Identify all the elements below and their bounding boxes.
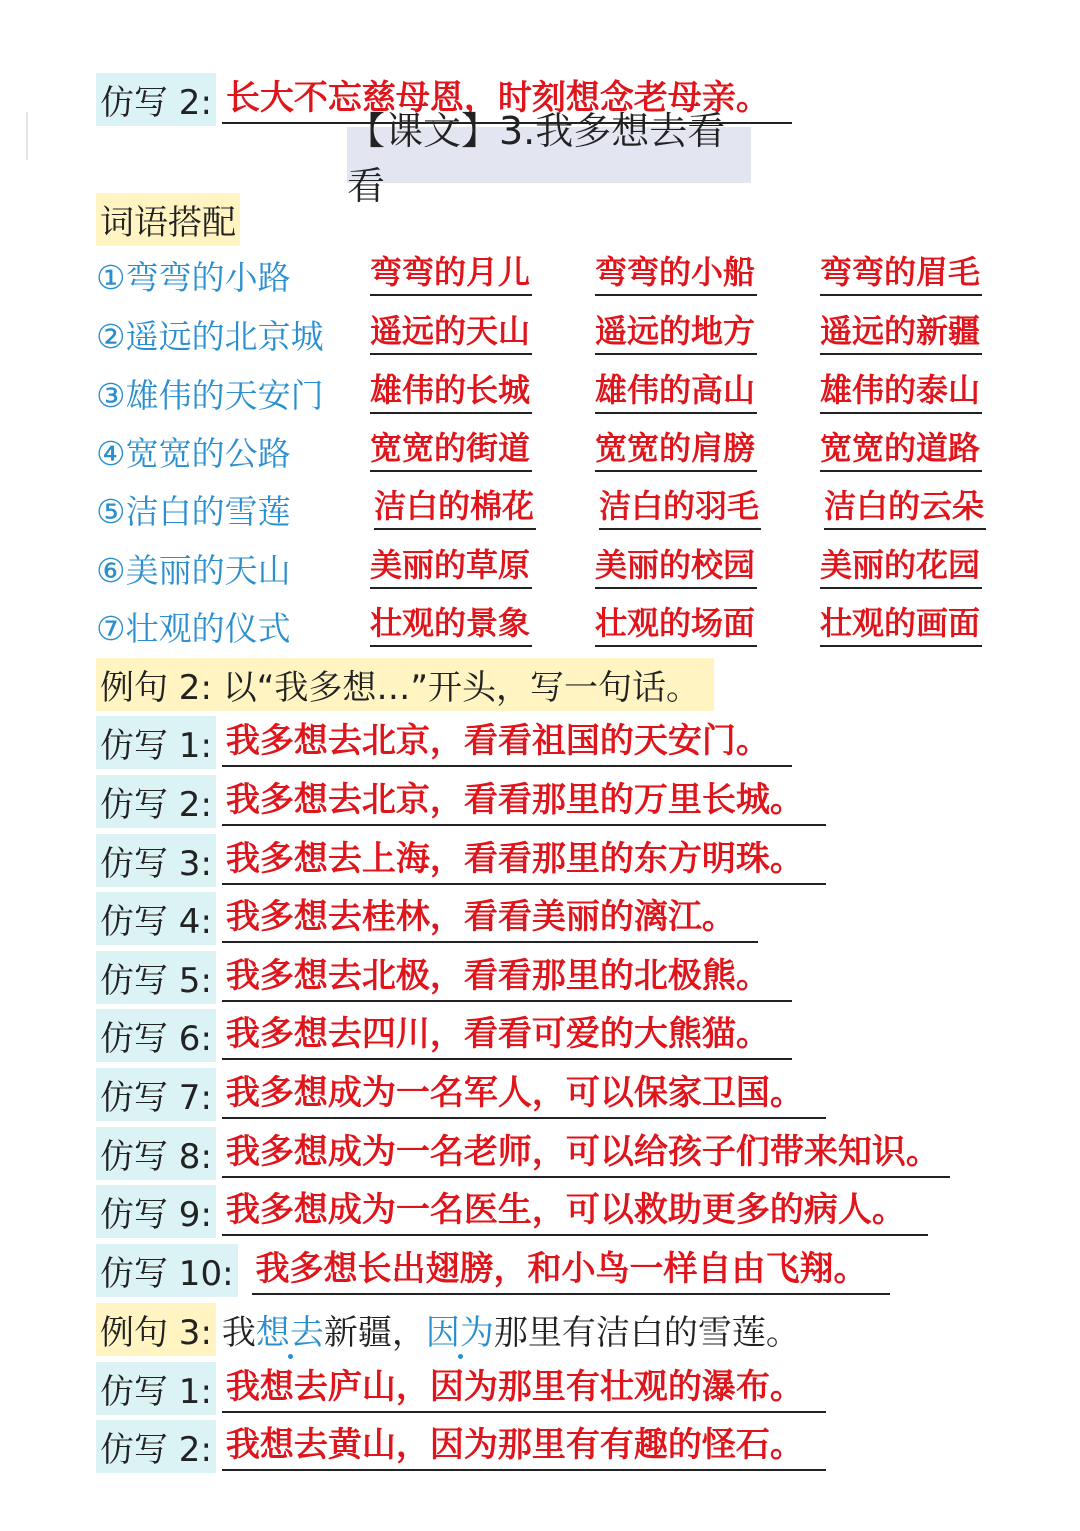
emphasis-word: 想去 [255, 1312, 324, 1353]
imitation-line [96, 1006, 792, 1064]
imitation-label: 仿写 4: [96, 892, 216, 945]
imitation-label: 仿写 2: [96, 1420, 216, 1473]
example-sentence: 我想去新疆，因为那里有洁白的雪莲。 [221, 1312, 800, 1353]
collocation-heading-line [96, 190, 240, 248]
imitation-answer: 我多想去北京，看看祖国的天安门。 [222, 717, 792, 767]
lesson-title: 【课文】3.我多想去看看 [347, 127, 751, 183]
imitation-label: 仿写 6: [96, 1009, 216, 1062]
imitation-answer: 我想去黄山，因为那里有有趣的怪石。 [222, 1421, 826, 1471]
example-2-line [96, 655, 714, 713]
collocation-item: 美丽的草原 [370, 543, 532, 589]
collocation-stem: ⑦壮观的仪式 [96, 609, 291, 648]
imitation-line [96, 1417, 826, 1475]
collocation-item: 宽宽的道路 [820, 426, 982, 472]
collocation-item: 弯弯的月儿 [370, 250, 532, 296]
emphasis-word: 因为 [425, 1312, 494, 1353]
collocation-stem: ④宽宽的公路 [96, 434, 291, 473]
imitation-label: 仿写 9: [96, 1185, 216, 1238]
imitation-answer: 我多想去北京，看看那里的万里长城。 [222, 776, 826, 826]
imitation-label: 仿写 2: [96, 73, 216, 126]
imitation-label: 仿写 7: [96, 1068, 216, 1121]
collocation-row [96, 480, 1016, 538]
collocation-item: 壮观的场面 [595, 601, 757, 647]
imitation-line [96, 713, 792, 771]
imitation-answer: 我多想成为一名医生，可以救助更多的病人。 [222, 1186, 928, 1236]
imitation-answer: 我多想成为一名老师，可以给孩子们带来知识。 [222, 1128, 950, 1178]
imitation-answer: 我想去庐山，因为那里有壮观的瀑布。 [222, 1363, 826, 1413]
imitation-answer: 我多想去四川，看看可爱的大熊猫。 [222, 1010, 792, 1060]
collocation-stem: ①弯弯的小路 [96, 258, 291, 297]
collocation-row [96, 364, 1016, 422]
imitation-answer: 我多想成为一名军人，可以保家卫国。 [222, 1069, 826, 1119]
imitation-line [96, 772, 826, 830]
collocation-item: 美丽的校园 [595, 543, 757, 589]
imitation-line [96, 889, 758, 947]
imitation-line [96, 1182, 928, 1240]
imitation-label: 仿写 1: [96, 1362, 216, 1415]
collocation-row [96, 539, 1016, 597]
imitation-answer: 我多想去桂林，看看美丽的漓江。 [222, 893, 758, 943]
collocation-stem: ⑤洁白的雪莲 [96, 492, 291, 531]
collocation-item: 美丽的花园 [820, 543, 982, 589]
collocation-item: 遥远的地方 [595, 309, 757, 355]
collocation-stem: ②遥远的北京城 [96, 317, 324, 356]
collocation-row [96, 597, 1016, 655]
imitation-answer: 长大不忘慈母恩，时刻想念老母亲。 [222, 74, 792, 124]
example-label: 例句 2: 以“我多想…”开头，写一句话。 [96, 658, 714, 711]
collocation-item: 洁白的云朵 [824, 484, 986, 530]
collocation-item: 雄伟的长城 [370, 368, 532, 414]
example-3-line [96, 1300, 800, 1358]
collocation-stem: ③雄伟的天安门 [96, 376, 324, 415]
imitation-line [96, 1065, 826, 1123]
collocation-row [96, 422, 1016, 480]
imitation-line [96, 831, 826, 889]
collocation-item: 雄伟的泰山 [820, 368, 982, 414]
imitation-line [96, 1124, 950, 1182]
imitation-label: 仿写 3: [96, 834, 216, 887]
collocation-row [96, 305, 1016, 363]
collocation-item: 遥远的天山 [370, 309, 532, 355]
collocation-item: 雄伟的高山 [595, 368, 757, 414]
collocation-item: 宽宽的肩膀 [595, 426, 757, 472]
example-label: 例句 3: [96, 1303, 216, 1356]
example-prompt: 以“我多想…”开头，写一句话。 [222, 667, 700, 708]
imitation-answer: 我多想去上海，看看那里的东方明珠。 [222, 835, 826, 885]
margin-mark [26, 112, 28, 160]
imitation-label: 仿写 1: [96, 716, 216, 769]
collocation-item: 洁白的棉花 [374, 484, 536, 530]
collocation-item: 遥远的新疆 [820, 309, 982, 355]
collocation-heading: 词语搭配 [96, 193, 240, 246]
imitation-line [96, 1241, 890, 1299]
imitation-label: 仿写 2: [96, 775, 216, 828]
collocation-item: 壮观的画面 [820, 601, 982, 647]
imitation-label: 仿写 10: [96, 1244, 238, 1297]
collocation-item: 壮观的景象 [370, 601, 532, 647]
imitation-answer: 我多想去北极，看看那里的北极熊。 [222, 952, 792, 1002]
collocation-item: 弯弯的眉毛 [820, 250, 982, 296]
imitation-line [96, 1359, 826, 1417]
collocation-item: 宽宽的街道 [370, 426, 532, 472]
collocation-row [96, 246, 1016, 304]
imitation-line [96, 948, 792, 1006]
imitation-label: 仿写 8: [96, 1127, 216, 1180]
collocation-stem: ⑥美丽的天山 [96, 551, 291, 590]
collocation-item: 洁白的羽毛 [599, 484, 761, 530]
imitation-answer: 我多想长出翅膀，和小鸟一样自由飞翔。 [252, 1245, 890, 1295]
imitation-label: 仿写 5: [96, 951, 216, 1004]
collocation-item: 弯弯的小船 [595, 250, 757, 296]
